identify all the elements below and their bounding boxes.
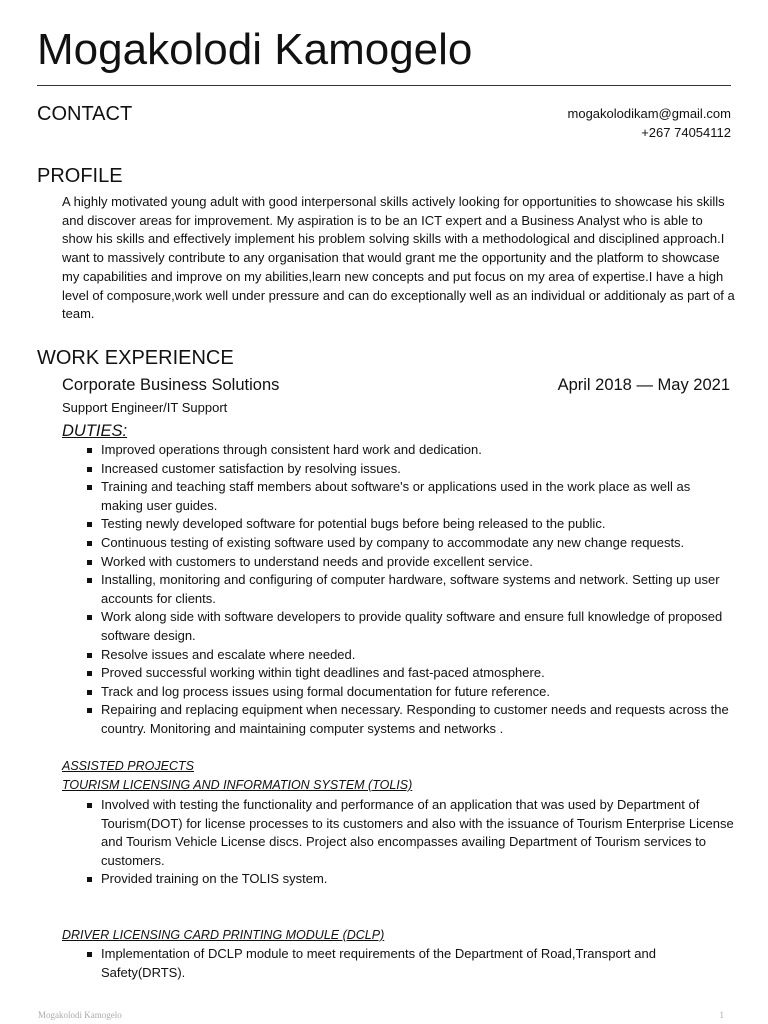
- contact-phone[interactable]: +267 74054112: [641, 125, 731, 140]
- list-item: Testing newly developed software for potential bugs before being released to the public.: [62, 515, 734, 534]
- list-item: Improved operations through consistent hard work and dedication.: [62, 441, 734, 460]
- list-item: Provided training on the TOLIS system.: [62, 870, 734, 889]
- list-item: Worked with customers to understand needs and provide excellent service.: [62, 553, 734, 572]
- contact-heading: CONTACT: [37, 103, 133, 125]
- project-title-dclp: DRIVER LICENSING CARD PRINTING MODULE (DCLP): [62, 928, 385, 942]
- profile-text: A highly motivated young adult with good interpersonal skills actively looking for opportunities to showcase his skills and discover areas for improvement. My aspiration is to be an ICT expert and a Business Analyst who is able to show his skills and effectively implement his problem solving skills with a methodological and disciplined approach.I want to massively contribute to any organisation that would grant me the opportunity and the platform to showcase my capabilities and improve on my abilities,learn new concepts and put focus on my area of expertise.I have a high level of composure,work well under pressure and can do exceptionally well as an individual or additionaly as part of a team.: [62, 194, 735, 322]
- list-item: Continuous testing of existing software used by company to accommodate any new change requests.: [62, 534, 734, 553]
- footer-page-number: 1: [719, 1010, 724, 1020]
- list-item: Work along side with software developers to provide quality software and ensure full knowledge of proposed software design.: [62, 608, 734, 645]
- profile-heading: PROFILE: [37, 165, 123, 187]
- job-header: [62, 374, 730, 396]
- duties-heading: DUTIES:: [62, 422, 128, 440]
- list-item: Proved successful working within tight deadlines and fast-paced atmosphere.: [62, 664, 734, 683]
- list-item: Track and log process issues using formal documentation for future reference.: [62, 683, 734, 702]
- project-title-tolis: TOURISM LICENSING AND INFORMATION SYSTEM (TOLIS): [62, 778, 413, 792]
- job-role: Support Engineer/IT Support: [62, 400, 228, 415]
- job-dates: April 2018 — May 2021: [557, 376, 730, 394]
- tolis-list: [62, 796, 734, 889]
- footer-name: Mogakolodi Kamogelo: [38, 1010, 122, 1020]
- duties-list: [62, 441, 734, 739]
- list-item: Resolve issues and escalate where needed.: [62, 646, 734, 665]
- header-divider: [37, 85, 731, 86]
- contact-info: [568, 104, 731, 142]
- list-item: Repairing and replacing equipment when necessary. Responding to customer needs and requests across the country. Monitoring and maintaining computer systems and networks .: [62, 701, 734, 738]
- company-name: Corporate Business Solutions: [62, 376, 280, 394]
- contact-email[interactable]: mogakolodikam@gmail.com: [567, 106, 731, 121]
- assisted-projects-heading: ASSISTED PROJECTS: [62, 759, 194, 773]
- list-item: Installing, monitoring and configuring of computer hardware, software systems and network. Setting up user accounts for clients.: [62, 571, 734, 608]
- dclp-list: [62, 945, 734, 982]
- list-item: Increased customer satisfaction by resolving issues.: [62, 460, 734, 479]
- list-item: Implementation of DCLP module to meet requirements of the Department of Road,Transport and Safety(DRTS).: [62, 945, 734, 982]
- resume-name: Mogakolodi Kamogelo: [37, 25, 473, 74]
- list-item: Training and teaching staff members about software's or applications used in the work place as well as making user guides.: [62, 478, 734, 515]
- list-item: Involved with testing the functionality and performance of an application that was used by Department of Tourism(DOT) for license processes to its customers and also with the issuance of Tourism Enterprise License and Tourism Vehicle License discs. Project also encompasses availing Department of Tourism services to customers.: [62, 796, 734, 870]
- work-experience-heading: WORK EXPERIENCE: [37, 347, 234, 369]
